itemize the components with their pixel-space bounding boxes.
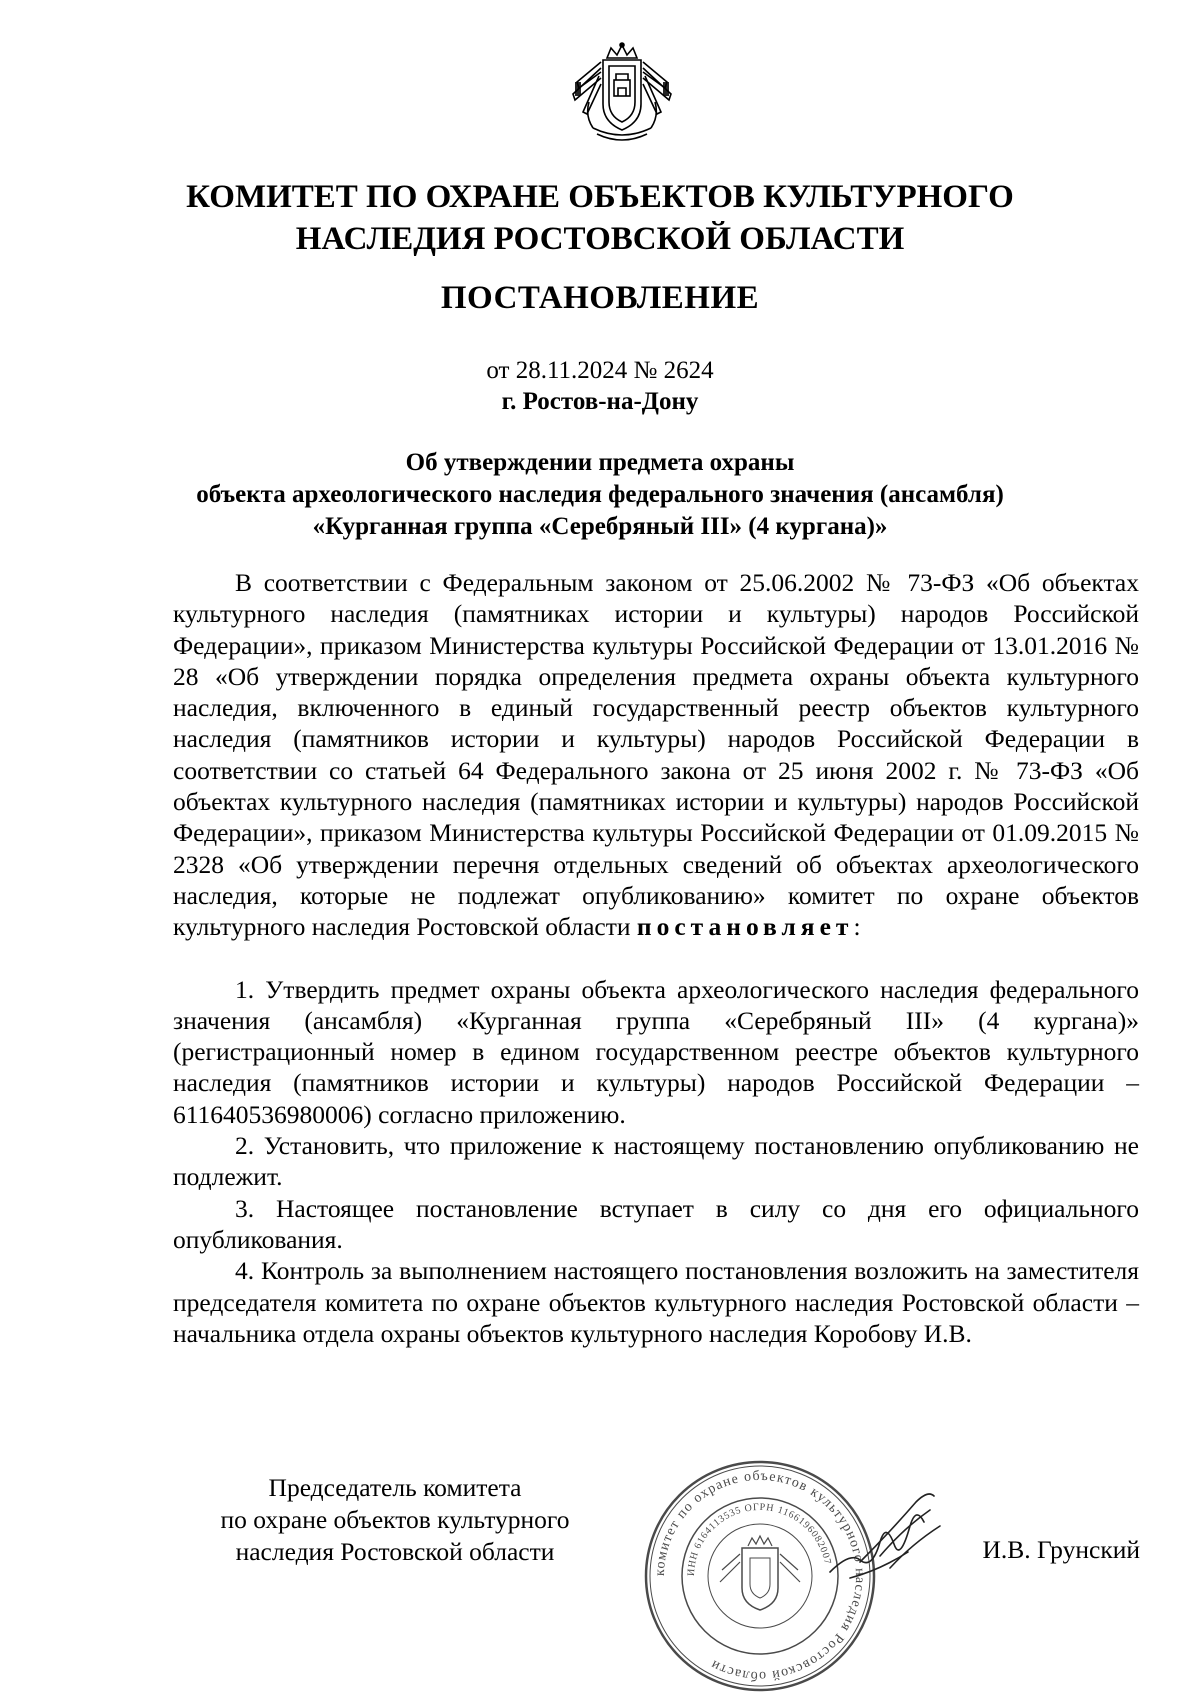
title-line-1: Об утверждении предмета охраны	[405, 449, 795, 476]
preamble-paragraph	[173, 567, 1139, 943]
document-title	[150, 447, 1050, 543]
position-line-2: по охране объектов культурного	[220, 1505, 570, 1534]
resolution-keyword: постановляет	[636, 912, 854, 942]
position-line-1: Председатель комитета	[268, 1473, 522, 1502]
title-line-3: «Курганная группа «Серебряный III» (4 кургана)»	[312, 513, 888, 540]
resolution-item-3: 3. Настоящее постановление вступает в силу со дня его официального опубликования.	[173, 1193, 1139, 1254]
stamp-outer-text: комитет по охране объектов культурного наследия Ростовской области	[652, 1468, 868, 1684]
resolution-item-1: 1. Утвердить предмет охраны объекта археологического наследия федерального значения (ансамбля) «Курганная группа «Серебряный III» (4 кургана)» (регистрационный номер в едином государственном реестре объектов культурного наследия (памятников истории и культуры) народов Российской Федерации – 611640536980006) согласно приложению.	[173, 974, 1139, 1129]
stamp-inner-text: ИНН 6164113535 ОГРН 1166196082007	[685, 1501, 833, 1577]
preamble-text: В соответствии с Федеральным законом от 25.06.2002 № 73-ФЗ «Об объектах культурного наследия (памятниках истории и культуры) народов Российской Федерации», приказом Министерства культуры Российской Федерации от 13.01.2016 № 28 «Об утверждении порядка определения предмета охраны объекта культурного наследия, включенного в единый государственный реестр объектов культурного наследия (памятников истории и культуры) народов Российской Федерации в соответствии со статьей 64 Федерального закона от 25 июня 2002 г. № 73-ФЗ «Об объектах культурного наследия (памятниках истории и культуры) народов Российской Федерации», приказом Министерства культуры Российской Федерации от 01.09.2015 № 2328 «Об утверждении перечня отдельных сведений об объектах археологического наследия, которые не подлежат опубликованию» комитет по охране объектов культурного наследия Ростовской области	[173, 568, 1139, 942]
authority-line-2: НАСЛЕДИЯ РОСТОВСКОЙ ОБЛАСТИ	[295, 221, 905, 257]
document-city: г. Ростов-на-Дону	[501, 388, 699, 415]
document-type: ПОСТАНОВЛЕНИЕ	[440, 280, 760, 316]
issuing-authority	[0, 176, 1200, 260]
signatory-position	[175, 1472, 615, 1568]
position-line-3: наследия Ростовской области	[235, 1537, 555, 1566]
title-line-2: объекта археологического наследия федерального значения (ансамбля)	[196, 481, 1004, 508]
resolution-item-2: 2. Установить, что приложение к настоящему постановлению опубликованию не подлежит.	[173, 1131, 1139, 1192]
rostov-oblast-coat-of-arms-icon	[563, 42, 681, 152]
preamble-tail: :	[853, 912, 861, 942]
document-date-number: от 28.11.2024 № 2624	[486, 357, 714, 384]
resolution-item-4: 4. Контроль за выполнением настоящего постановления возложить на заместителя председателя комитета по охране объектов культурного наследия Ростовской области – начальника отдела охраны объектов культурного наследия Коробову И.В.	[173, 1256, 1139, 1348]
document-body	[173, 567, 1139, 1349]
authority-line-1: КОМИТЕТ ПО ОХРАНЕ ОБЪЕКТОВ КУЛЬТУРНОГО	[186, 179, 1014, 215]
handwritten-signature-icon	[820, 1482, 950, 1592]
signatory-name: И.В. Грунский	[982, 1535, 1140, 1564]
